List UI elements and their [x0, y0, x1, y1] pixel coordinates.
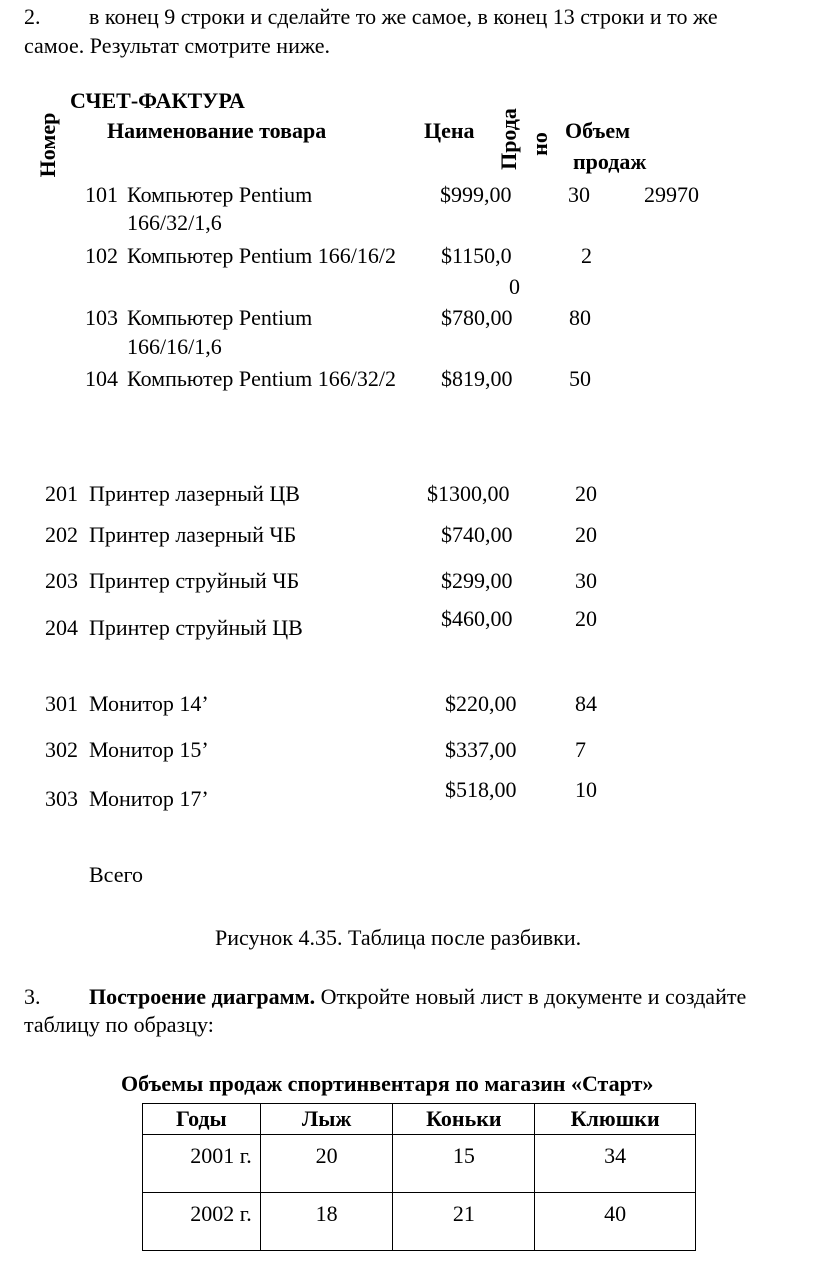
row-num: 103	[85, 305, 118, 330]
table-header-row	[143, 1104, 696, 1135]
table-row	[143, 1135, 696, 1193]
invoice-title: СЧЕТ-ФАКТУРА	[70, 88, 245, 113]
row-sold: 7	[575, 737, 586, 762]
row-num: 101	[85, 182, 118, 207]
row-sold: 20	[575, 606, 597, 631]
row-num: 301	[45, 691, 78, 716]
row-name: Компьютер Pentium	[127, 182, 313, 207]
row-sold: 30	[575, 568, 597, 593]
row-sold: 30	[568, 182, 590, 207]
row-name: Компьютер Pentium	[127, 305, 313, 330]
row-price: $337,00	[445, 737, 517, 762]
column-header: Годы	[143, 1104, 261, 1135]
table-cell: 2002 г.	[143, 1193, 261, 1251]
header-number: Номер	[35, 112, 60, 178]
row-price: $220,00	[445, 691, 517, 716]
row-name: Монитор 14’	[89, 691, 209, 716]
figure-caption: Рисунок 4.35. Таблица после разбивки.	[215, 925, 582, 950]
row-num: 303	[45, 786, 78, 811]
header-sold-1: Прода	[496, 108, 521, 170]
row-sold: 80	[569, 305, 591, 330]
table-cell: 2001 г.	[143, 1135, 261, 1193]
column-header: Клюшки	[535, 1104, 696, 1135]
intro-line-2: самое. Результат смотрите ниже.	[24, 33, 331, 58]
row-sold: 20	[575, 481, 597, 506]
header-price: Цена	[424, 118, 475, 143]
row-price: $999,00	[440, 182, 512, 207]
row-name-cont: 166/16/1,6	[127, 334, 222, 359]
section-line-2: таблицу по образцу:	[24, 1012, 214, 1037]
row-name: Принтер лазерный ЦВ	[89, 481, 300, 506]
section-number: 3.	[24, 984, 41, 1009]
table-cell: 40	[535, 1193, 696, 1251]
row-price: $740,00	[441, 522, 513, 547]
table-cell: 20	[260, 1135, 393, 1193]
row-volume: 29970	[644, 182, 699, 207]
section-text	[89, 984, 746, 1010]
row-num: 104	[85, 366, 118, 391]
row-sold: 2	[581, 243, 592, 268]
row-price-cont: 0	[509, 274, 520, 299]
row-name: Принтер лазерный ЧБ	[89, 522, 297, 547]
header-volume-1: Объем	[565, 118, 631, 143]
row-sold: 10	[575, 777, 597, 802]
row-price: $780,00	[441, 305, 513, 330]
row-name: Монитор 17’	[89, 786, 209, 811]
sales-table	[142, 1103, 696, 1251]
row-name: Компьютер Pentium 166/32/2	[127, 366, 396, 391]
row-sold: 50	[569, 366, 591, 391]
row-price: $1150,0	[441, 243, 512, 268]
row-num: 201	[45, 481, 78, 506]
row-price: $819,00	[441, 366, 513, 391]
intro-number: 2.	[24, 4, 41, 29]
column-header: Коньки	[393, 1104, 535, 1135]
section-heading: Построение диаграмм.	[89, 984, 316, 1009]
row-num: 302	[45, 737, 78, 762]
row-num: 203	[45, 568, 78, 593]
table-cell: 15	[393, 1135, 535, 1193]
row-price: $299,00	[441, 568, 513, 593]
row-price: $1300,00	[427, 481, 510, 506]
header-sold-2: но	[527, 132, 552, 156]
row-num: 204	[45, 615, 78, 640]
row-price: $518,00	[445, 777, 517, 802]
sales-table-title: Объемы продаж спортинвентаря по магазин «Старт»	[121, 1071, 654, 1096]
row-sold: 84	[575, 691, 597, 716]
header-volume-2: продаж	[573, 149, 647, 174]
section-text-rest: Откройте новый лист в документе и создайте	[320, 984, 747, 1009]
row-name: Принтер струйный ЦВ	[89, 615, 303, 640]
table-cell: 34	[535, 1135, 696, 1193]
header-name: Наименование товара	[107, 118, 327, 143]
row-num: 102	[85, 243, 118, 268]
row-name: Монитор 15’	[89, 737, 209, 762]
column-header: Лыж	[260, 1104, 393, 1135]
row-sold: 20	[575, 522, 597, 547]
table-cell: 21	[393, 1193, 535, 1251]
row-num: 202	[45, 522, 78, 547]
row-name: Принтер струйный ЧБ	[89, 568, 300, 593]
table-cell: 18	[260, 1193, 393, 1251]
total-label: Всего	[89, 862, 143, 887]
table-row	[143, 1193, 696, 1251]
intro-line-1: в конец 9 строки и сделайте то же самое, в конец 13 строки и то же	[89, 4, 718, 29]
row-name: Компьютер Pentium 166/16/2	[127, 243, 396, 268]
row-price: $460,00	[441, 606, 513, 631]
row-name-cont: 166/32/1,6	[127, 210, 222, 235]
